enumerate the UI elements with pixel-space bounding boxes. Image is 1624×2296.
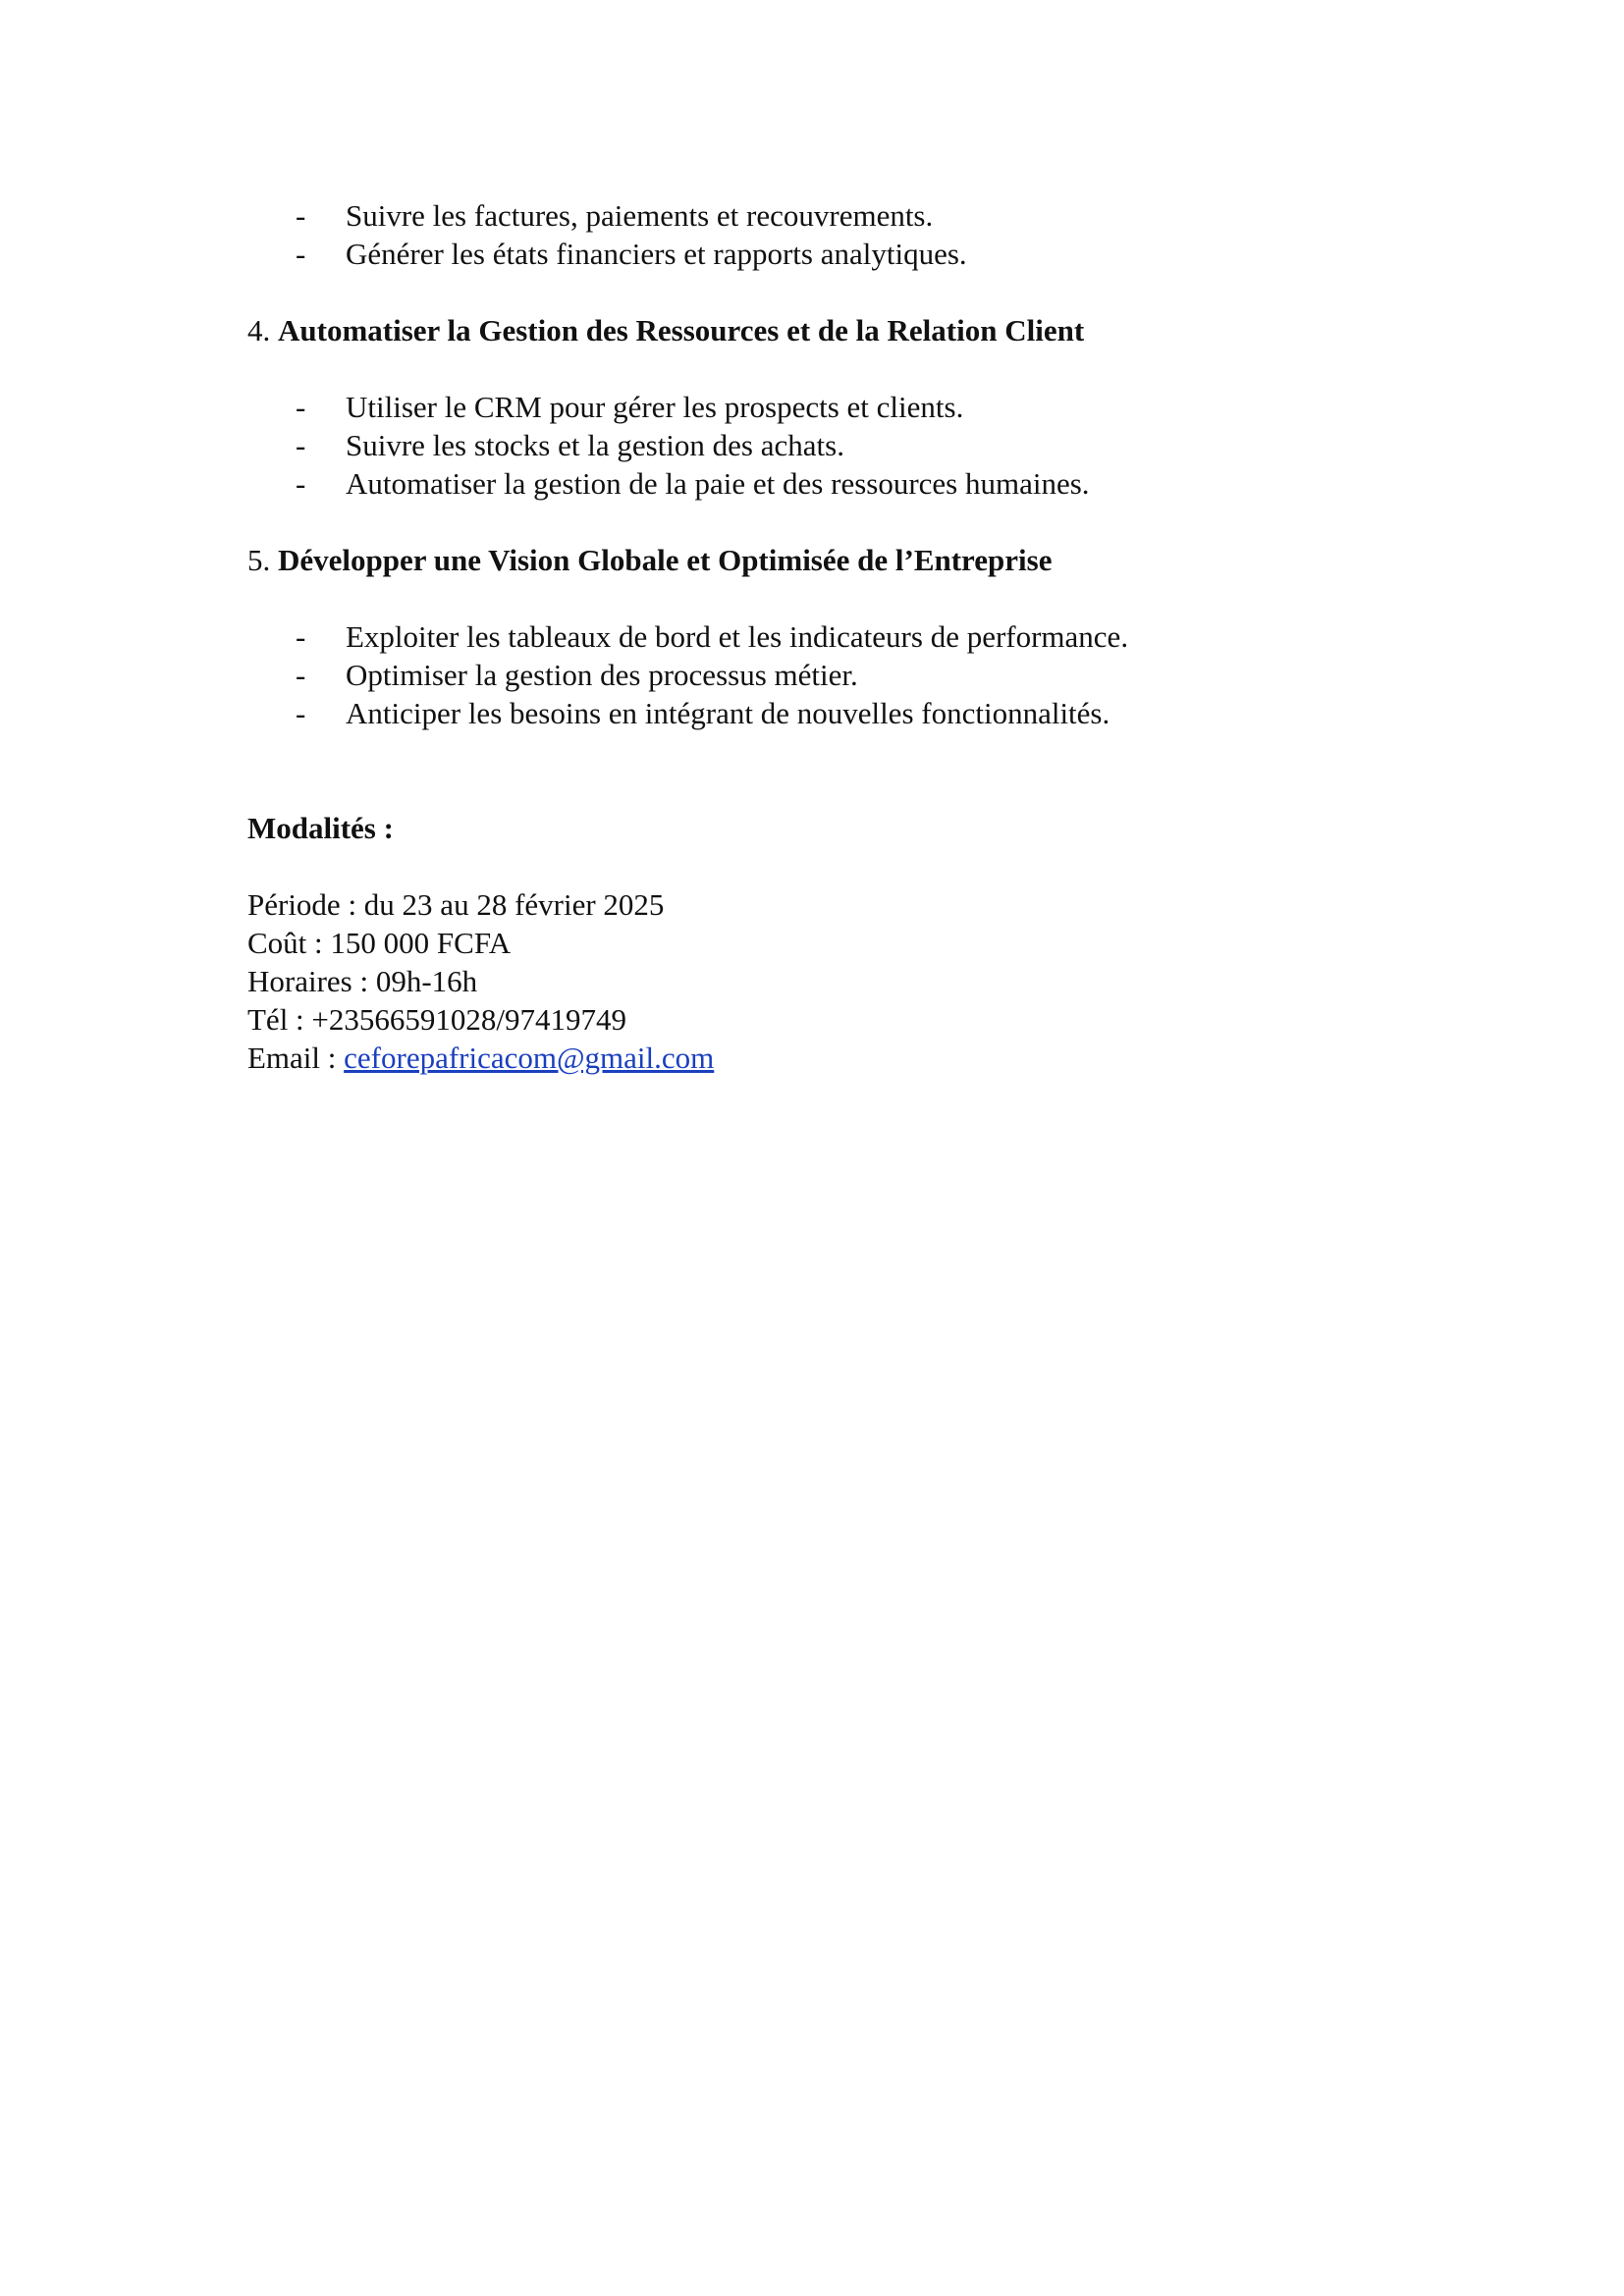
- section-5-bullet-list: [247, 617, 1377, 732]
- bullet-marker: -: [296, 619, 306, 654]
- email-line: [247, 1039, 1377, 1077]
- list-item-text: Utiliser le CRM pour gérer les prospects et clients.: [346, 390, 964, 424]
- list-item: [247, 388, 1377, 426]
- bullet-marker: -: [296, 198, 306, 233]
- bullet-marker: -: [296, 696, 306, 730]
- list-item-text: Suivre les factures, paiements et recouvrements.: [346, 198, 934, 233]
- email-link[interactable]: ceforepafricacom@gmail.com: [344, 1041, 715, 1075]
- list-item-text: Optimiser la gestion des processus métier.: [346, 658, 858, 692]
- continued-bullet-list: [247, 196, 1377, 273]
- section-4-heading: [247, 311, 1377, 349]
- cout-line: Coût : 150 000 FCFA: [247, 926, 512, 960]
- bullet-marker: -: [296, 237, 306, 271]
- modalites-heading: Modalités :: [247, 811, 394, 845]
- section-title: Automatiser la Gestion des Ressources et de la Relation Client: [278, 313, 1085, 347]
- list-item: [247, 196, 1377, 235]
- section-number: 5.: [247, 543, 271, 577]
- list-item: [247, 464, 1377, 503]
- tel-line: Tél : +23566591028/97419749: [247, 1002, 627, 1037]
- periode-line: Période : du 23 au 28 février 2025: [247, 887, 665, 922]
- list-item-text: Anticiper les besoins en intégrant de nouvelles fonctionnalités.: [346, 696, 1110, 730]
- list-item-text: Suivre les stocks et la gestion des achats.: [346, 428, 844, 462]
- section-title: Développer une Vision Globale et Optimisée de l’Entreprise: [278, 543, 1053, 577]
- list-item: [247, 426, 1377, 464]
- section-number: 4.: [247, 313, 271, 347]
- bullet-marker: -: [296, 658, 306, 692]
- list-item: [247, 694, 1377, 732]
- bullet-marker: -: [296, 428, 306, 462]
- list-item: [247, 617, 1377, 656]
- list-item: [247, 656, 1377, 694]
- list-item-text: Automatiser la gestion de la paie et des ressources humaines.: [346, 466, 1090, 501]
- page-content: [247, 196, 1377, 1077]
- bullet-marker: -: [296, 390, 306, 424]
- section-4-bullet-list: [247, 388, 1377, 503]
- list-item: [247, 235, 1377, 273]
- section-5-heading: [247, 541, 1377, 579]
- list-item-text: Générer les états financiers et rapports analytiques.: [346, 237, 967, 271]
- horaires-line: Horaires : 09h-16h: [247, 964, 478, 998]
- email-label: Email :: [247, 1041, 345, 1075]
- bullet-marker: -: [296, 466, 306, 501]
- list-item-text: Exploiter les tableaux de bord et les indicateurs de performance.: [346, 619, 1129, 654]
